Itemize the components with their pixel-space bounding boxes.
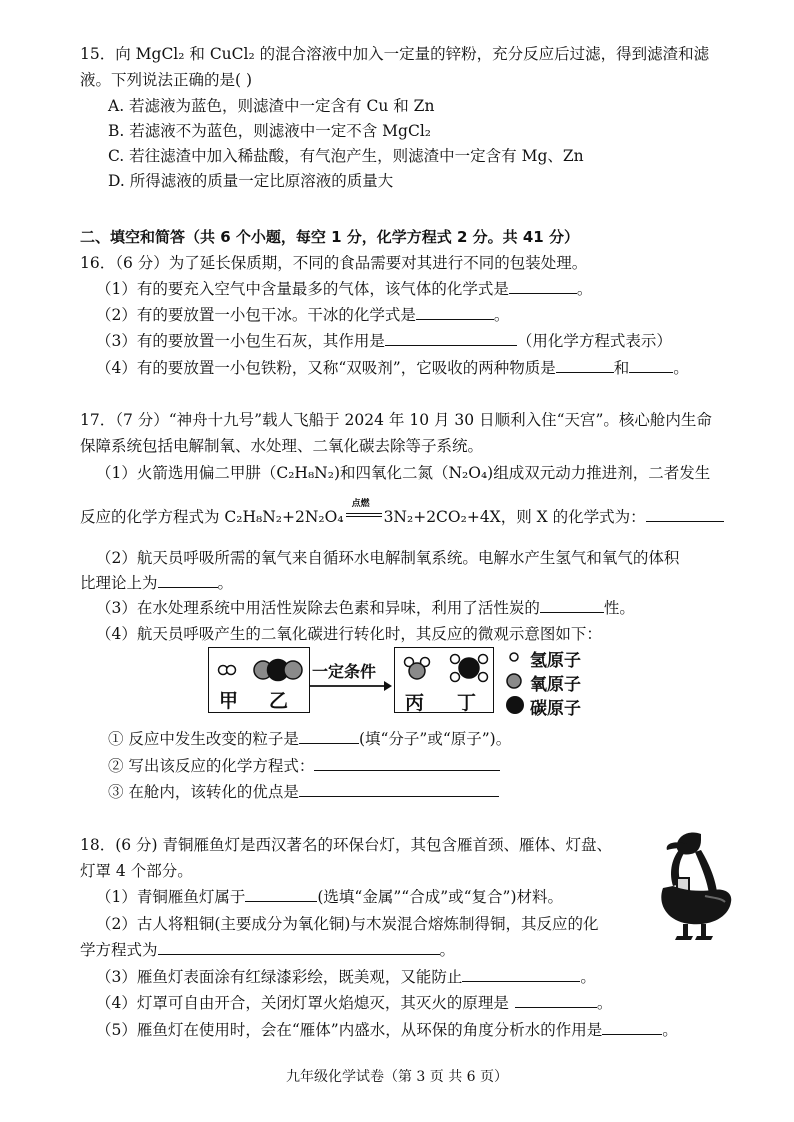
- q16-part4-end: 。: [673, 359, 689, 377]
- q18-stem-line2: 灯罩 4 个部分。: [80, 862, 193, 880]
- q17-sub1-text: ① 反应中发生改变的粒子是: [108, 730, 299, 748]
- q16-part2-text: （2）有的要放置一小包干冰。干冰的化学式是: [96, 306, 416, 324]
- q16-part1-end: 。: [576, 280, 593, 298]
- reaction-diagram: [208, 645, 600, 717]
- q17-answer-blank-2[interactable]: [158, 573, 218, 588]
- q16-part1-text: （1）有的要充入空气中含量最多的气体，该气体的化学式是: [96, 280, 509, 298]
- q16-part3: [96, 331, 672, 351]
- reactants-box: [208, 647, 310, 713]
- q17-part4: （4）航天员呼吸产生的二氧化碳进行转化时，其反应的微观示意图如下：: [96, 625, 602, 643]
- label-ding: 丁: [457, 692, 477, 714]
- q16-part1: [96, 279, 592, 299]
- q18-part2-end: 。: [439, 941, 456, 959]
- q17-stem-line1: 17．（7 分）“神舟十九号”载人飞船于 2024 年 10 月 30 日顺利入住“天宫”。核心舱内生命: [80, 411, 712, 429]
- q15-option-d: D. 所得滤液的质量一定比原溶液的质量大: [108, 172, 394, 190]
- q16-answer-blank-4b[interactable]: [629, 358, 673, 373]
- q17-part1-line1: （1）火箭选用偏二甲肼（C₂H₈N₂)和四氧化二氮（N₂O₄)组成双元动力推进剂，二者发生: [96, 464, 711, 482]
- legend-hydrogen: 氢原子: [530, 651, 581, 671]
- q18-answer-blank-2[interactable]: [158, 940, 440, 955]
- q16-part2: [96, 305, 509, 325]
- q18-answer-blank-3[interactable]: [462, 967, 580, 982]
- q16-answer-blank-4a[interactable]: [556, 358, 614, 373]
- q17-answer-blank-3[interactable]: [540, 598, 604, 613]
- label-bing: 丙: [405, 692, 425, 714]
- q16-answer-blank-2[interactable]: [416, 305, 494, 320]
- atom-legend: [506, 645, 602, 717]
- product-molecules-icon: [395, 650, 493, 686]
- label-yi: 乙: [269, 690, 289, 712]
- q18-part3-end: 。: [580, 968, 596, 986]
- q16-stem: 16．（6 分）为了延长保质期，不同的食品需要对其进行不同的包装处理。: [80, 254, 588, 272]
- q18-part4-end: 。: [596, 994, 613, 1012]
- q18-part5: [96, 1020, 678, 1040]
- q15-option-a: A. 若滤液为蓝色，则滤渣中一定含有 Cu 和 Zn: [108, 97, 435, 115]
- q17-answer-blank-sub3[interactable]: [299, 782, 499, 797]
- q17-part3: [96, 598, 635, 618]
- q16-part3-text: （3）有的要放置一小包生石灰，其作用是: [96, 332, 385, 350]
- legend-atoms-icon: [506, 645, 528, 717]
- q15-option-b: B. 若滤液不为蓝色，则滤液中一定不含 MgCl₂: [108, 122, 431, 140]
- q17-sub2-text: ② 写出该反应的化学方程式：: [108, 757, 315, 775]
- q17-sub1: [108, 729, 511, 749]
- legend-oxygen: 氧原子: [530, 675, 581, 695]
- q18-part2-line2: [80, 940, 455, 960]
- q16-part2-end: 。: [493, 306, 510, 324]
- q18-answer-blank-1[interactable]: [245, 887, 317, 902]
- label-jia: 甲: [219, 690, 239, 712]
- q18-part4: [96, 993, 612, 1013]
- q16-part4: [96, 358, 689, 378]
- q17-part2-line2: [80, 573, 233, 593]
- q15-stem-line1: 15．向 MgCl₂ 和 CuCl₂ 的混合溶液中加入一定量的锌粉，充分反应后过滤，得到滤渣和滤: [80, 45, 710, 63]
- q18-answer-blank-5[interactable]: [602, 1020, 662, 1035]
- products-box: [394, 647, 494, 713]
- q18-part1-end: (选填“金属”“合成”或“复合”)材料。: [317, 888, 564, 906]
- q18-part1: [96, 887, 563, 907]
- q15-stem-line2: 液。下列说法正确的是( ): [80, 71, 253, 89]
- q17-equation-right: 3N₂+2CO₂+4X，则 X 的化学式为：: [383, 508, 646, 526]
- legend-carbon: 碳原子: [530, 699, 581, 719]
- q17-part1-line2: [80, 499, 724, 527]
- q17-answer-blank-sub1[interactable]: [299, 729, 359, 744]
- q18-part4-text: （4）灯罩可自由开合，关闭灯罩火焰熄灭，其灭火的原理是: [96, 994, 509, 1012]
- q18-part3-text: （3）雁鱼灯表面涂有红绿漆彩绘，既美观，又能防止: [96, 968, 463, 986]
- q17-sub1-end: (填“分子”或“原子”)。: [358, 730, 512, 748]
- q17-answer-blank-1[interactable]: [646, 507, 724, 522]
- q17-part3-end: 性。: [603, 599, 635, 617]
- reactant-molecules-icon: [209, 652, 309, 686]
- q18-part2-line1: （2）古人将粗铜(主要成分为氧化铜)与木炭混合熔炼制得铜，其反应的化: [96, 915, 599, 933]
- q18-stem-line1: 18．(6 分) 青铜雁鱼灯是西汉著名的环保台灯，其包含雁首颈、雁体、灯盘、: [80, 836, 613, 854]
- q16-part3-end: （用化学方程式表示）: [516, 332, 672, 350]
- q17-stem-line2: 保障系统包括电解制氧、水处理、二氧化碳去除等子系统。: [80, 437, 484, 455]
- q15-option-c: C. 若往滤渣中加入稀盐酸，有气泡产生，则滤渣中一定含有 Mg、Zn: [108, 147, 584, 165]
- q18-part3: [96, 967, 596, 987]
- q17-sub3-text: ③ 在舱内，该转化的优点是: [108, 783, 299, 801]
- q17-part2-text: 比理论上为: [80, 574, 158, 592]
- q18-part5-end: 。: [662, 1021, 678, 1039]
- q17-sub2: [108, 756, 500, 776]
- q18-part1-text: （1）青铜雁鱼灯属于: [96, 888, 246, 906]
- q16-answer-blank-1[interactable]: [509, 279, 577, 294]
- reaction-arrow-icon: [308, 679, 392, 693]
- q17-equation-left: 反应的化学方程式为 C₂H₈N₂+2N₂O₄: [80, 508, 344, 526]
- page-footer: 九年级化学试卷（第 3 页 共 6 页）: [285, 1069, 509, 1085]
- q17-sub3: [108, 782, 499, 802]
- q16-part4-text: （4）有的要放置一小包铁粉，又称“双吸剂”，它吸收的两种物质是: [96, 359, 556, 377]
- q17-reaction-arrow: [344, 499, 384, 522]
- bronze-goose-fish-lamp-image: [643, 826, 743, 946]
- q17-part2-line1: （2）航天员呼吸所需的氧气来自循环水电解制氧系统。电解水产生氢气和氧气的体积: [96, 549, 680, 567]
- q18-part2-text: 学方程式为: [80, 941, 158, 959]
- section-2-title: 二、填空和简答（共 6 个小题，每空 1 分，化学方程式 2 分。共 41 分）: [80, 228, 579, 246]
- q17-part2-end: 。: [217, 574, 234, 592]
- q17-part3-text: （3）在水处理系统中用活性炭除去色素和异味，利用了活性炭的: [96, 599, 540, 617]
- q16-answer-blank-3[interactable]: [385, 331, 517, 346]
- q16-part4-mid: 和: [613, 359, 630, 377]
- q18-part5-text: （5）雁鱼灯在使用时，会在“雁体”内盛水，从环保的角度分析水的作用是: [96, 1021, 603, 1039]
- q17-answer-blank-sub2[interactable]: [314, 756, 500, 771]
- q17-reaction-condition: 点燃: [351, 499, 370, 509]
- q18-answer-blank-4[interactable]: [515, 993, 597, 1008]
- q17-equals-sign: [346, 513, 382, 517]
- reaction-condition-label: 一定条件: [312, 662, 377, 681]
